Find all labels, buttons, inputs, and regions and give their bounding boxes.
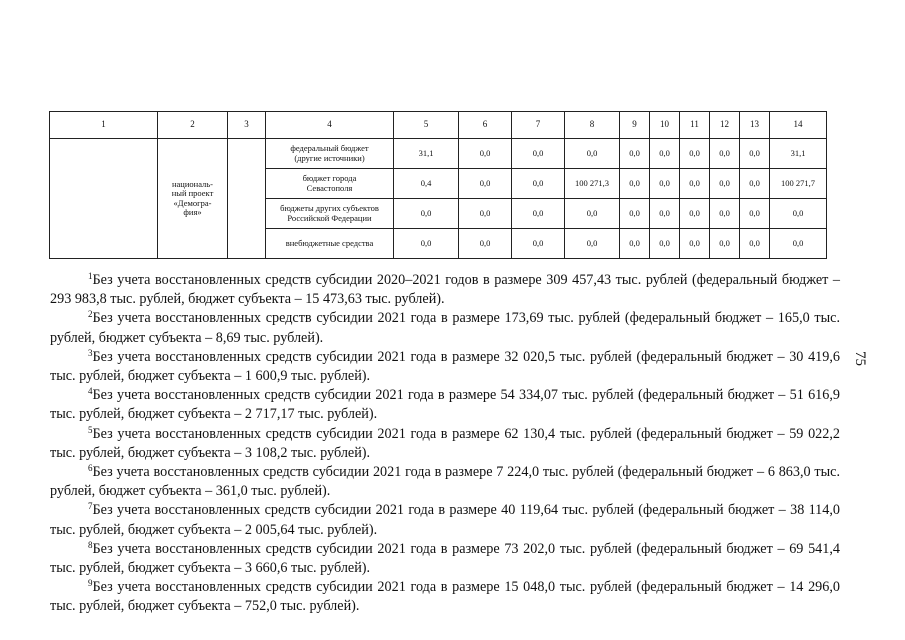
- value-cell: 0,0: [620, 139, 650, 169]
- footnote-mark: 8: [88, 539, 93, 550]
- footnote-text: Без учета восстановленных средств субсидии 2021 года в размере 173,69 тыс. рублей (федеральный бюджет – 165,0 тыс. рублей, бюджет субъекта – 8,69 тыс. рублей).: [50, 310, 840, 346]
- empty-cell: [228, 139, 266, 259]
- footnote-text: Без учета восстановленных средств субсидии 2021 года в размере 32 020,5 тыс. рублей (федеральный бюджет – 30 419,6 тыс. рублей, бюджет субъекта – 1 600,9 тыс. рублей).: [50, 348, 840, 385]
- page-number: 75: [852, 351, 868, 366]
- footnote-text: Без учета восстановленных средств субсидии 2021 года в размере 73 202,0 тыс. рублей (федеральный бюджет – 69 541,4 тыс. рублей, бюджет субъекта – 3 660,6 тыс. рублей).: [50, 540, 840, 577]
- value-cell: 0,0: [710, 169, 740, 199]
- value-cell: 0,0: [512, 139, 565, 169]
- value-cell: 31,1: [770, 139, 827, 169]
- value-cell: 0,4: [394, 169, 459, 199]
- value-cell: 0,0: [680, 139, 710, 169]
- value-cell: 0,0: [459, 199, 512, 229]
- footnote-mark: 5: [88, 424, 93, 435]
- column-header: 11: [680, 112, 710, 139]
- footnote-text: Без учета восстановленных средств субсидии 2021 года в размере 7 224,0 тыс. рублей (федеральный бюджет – 6 863,0 тыс. рублей, бюджет субъекта – 361,0 тыс. рублей).: [50, 464, 840, 500]
- budget-table: [49, 111, 827, 259]
- value-cell: 0,0: [710, 229, 740, 259]
- value-cell: 0,0: [770, 229, 827, 259]
- footnote: [50, 425, 840, 463]
- value-cell: 0,0: [459, 229, 512, 259]
- value-cell: 0,0: [740, 169, 770, 199]
- footnote-mark: 1: [88, 271, 93, 281]
- column-header: 5: [394, 112, 459, 139]
- footnote: [50, 386, 840, 424]
- value-cell: 0,0: [394, 199, 459, 229]
- value-cell: 0,0: [770, 199, 827, 229]
- column-header: 7: [512, 112, 565, 139]
- value-cell: 31,1: [394, 139, 459, 169]
- column-header: 12: [710, 112, 740, 139]
- footnote: [50, 348, 840, 386]
- column-header: 2: [158, 112, 228, 139]
- column-header: 14: [770, 112, 827, 139]
- value-cell: 0,0: [620, 229, 650, 259]
- footnotes: [50, 271, 840, 617]
- funding-source-cell: бюджет города Севастополя: [266, 169, 394, 199]
- table-row: [50, 139, 827, 169]
- value-cell: 0,0: [740, 229, 770, 259]
- value-cell: 0,0: [710, 139, 740, 169]
- footnote-mark: 2: [88, 309, 93, 320]
- column-header: 4: [266, 112, 394, 139]
- footnote: [50, 501, 840, 539]
- footnote-mark: 3: [88, 347, 93, 358]
- funding-source-cell: бюджеты других субъектов Российской Федерации: [266, 199, 394, 229]
- footnote: [50, 309, 840, 347]
- value-cell: 0,0: [680, 229, 710, 259]
- column-header: 1: [50, 112, 158, 139]
- value-cell: 0,0: [650, 139, 680, 169]
- value-cell: 0,0: [512, 229, 565, 259]
- footnote-text: Без учета восстановленных средств субсидии 2021 года в размере 62 130,4 тыс. рублей (федеральный бюджет – 59 022,2 тыс. рублей, бюджет субъекта – 3 108,2 тыс. рублей).: [50, 425, 840, 461]
- value-cell: 100 271,7: [770, 169, 827, 199]
- column-header: 10: [650, 112, 680, 139]
- funding-source-cell: внебюджетные средства: [266, 229, 394, 259]
- value-cell: 100 271,3: [565, 169, 620, 199]
- value-cell: 0,0: [620, 169, 650, 199]
- value-cell: 0,0: [565, 229, 620, 259]
- value-cell: 0,0: [680, 199, 710, 229]
- value-cell: 0,0: [512, 199, 565, 229]
- value-cell: 0,0: [650, 169, 680, 199]
- footnote: [50, 540, 840, 578]
- value-cell: 0,0: [620, 199, 650, 229]
- value-cell: 0,0: [680, 169, 710, 199]
- footnote: [50, 271, 840, 309]
- column-header: 6: [459, 112, 512, 139]
- table-header-row: [50, 112, 827, 139]
- footnote-mark: 6: [88, 463, 93, 474]
- funding-source-cell: федеральный бюджет (другие источники): [266, 139, 394, 169]
- value-cell: 0,0: [710, 199, 740, 229]
- value-cell: 0,0: [740, 199, 770, 229]
- value-cell: 0,0: [650, 229, 680, 259]
- footnote-text: Без учета восстановленных средств субсидии 2021 года в размере 15 048,0 тыс. рублей (федеральный бюджет – 14 296,0 тыс. рублей, бюджет субъекта – 752,0 тыс. рублей).: [50, 579, 840, 615]
- footnote-mark: 4: [88, 386, 93, 397]
- value-cell: 0,0: [740, 139, 770, 169]
- value-cell: 0,0: [394, 229, 459, 259]
- column-header: 3: [228, 112, 266, 139]
- footnote-mark: 9: [88, 578, 93, 589]
- empty-cell: [50, 139, 158, 259]
- column-header: 9: [620, 112, 650, 139]
- value-cell: 0,0: [459, 139, 512, 169]
- value-cell: 0,0: [512, 169, 565, 199]
- footnote-text: Без учета восстановленных средств субсидии 2021 года в размере 40 119,64 тыс. рублей (федеральный бюджет – 38 114,0 тыс. рублей, бюджет субъекта – 2 005,64 тыс. рублей).: [50, 502, 840, 538]
- value-cell: 0,0: [565, 199, 620, 229]
- value-cell: 0,0: [565, 139, 620, 169]
- column-header: 8: [565, 112, 620, 139]
- project-name-cell: националь- ный проект «Демогра- фия»: [158, 139, 228, 259]
- table-body: [50, 139, 827, 259]
- column-header: 13: [740, 112, 770, 139]
- value-cell: 0,0: [459, 169, 512, 199]
- value-cell: 0,0: [650, 199, 680, 229]
- footnote-mark: 7: [88, 501, 93, 512]
- footnote: [50, 463, 840, 501]
- footnote: [50, 578, 840, 616]
- footnote-text: Без учета восстановленных средств субсидии 2020–2021 годов в размере 309 457,43 тыс. рублей (федеральный бюджет – 293 983,8 тыс. рублей, бюджет субъекта – 15 473,63 тыс. рублей).: [50, 272, 840, 308]
- footnote-text: Без учета восстановленных средств субсидии 2021 года в размере 54 334,07 тыс. рублей (федеральный бюджет – 51 616,9 тыс. рублей, бюджет субъекта – 2 717,17 тыс. рублей).: [50, 387, 840, 423]
